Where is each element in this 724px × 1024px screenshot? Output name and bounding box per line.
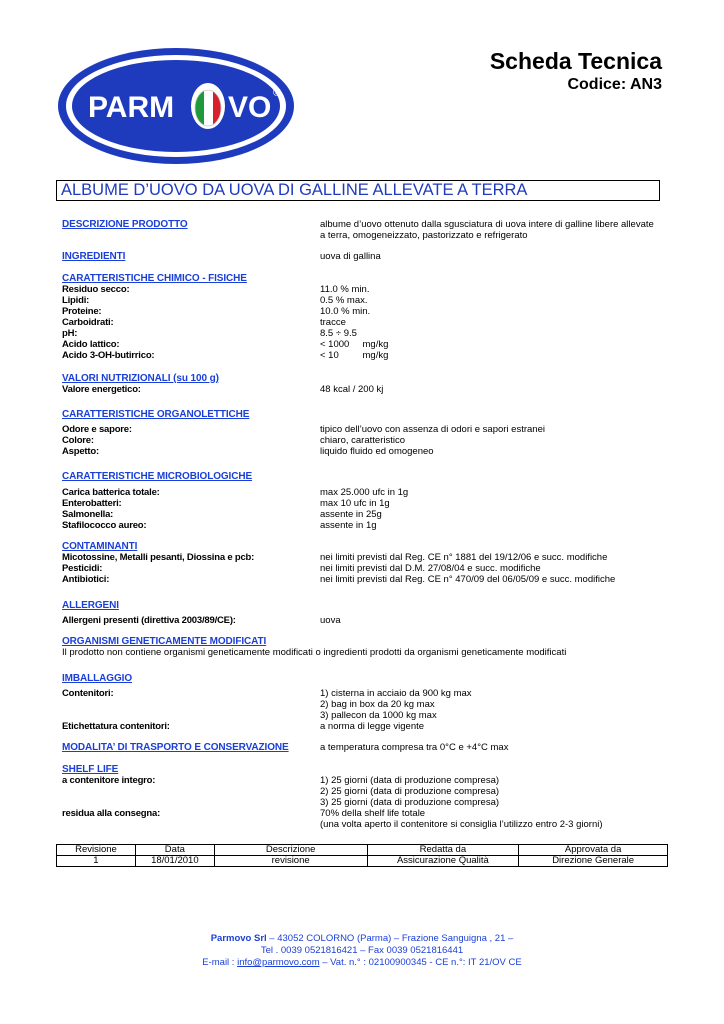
logo-text-right: VO bbox=[228, 91, 272, 124]
section-trasporto-heading: MODALITA’ DI TRASPORTO E CONSERVAZIONE bbox=[62, 742, 289, 753]
organolettiche-label: Colore: bbox=[62, 435, 94, 446]
product-title: ALBUME D’UOVO DA UOVA DI GALLINE ALLEVATE A TERRA bbox=[56, 180, 660, 201]
revision-header-row bbox=[57, 845, 668, 856]
microbiologiche-label: Salmonella: bbox=[62, 509, 114, 520]
section-organolettiche-heading: CARATTERISTICHE ORGANOLETTICHE bbox=[62, 409, 250, 420]
trasporto-value: a temperatura compresa tra 0°C e +4°C max bbox=[320, 742, 509, 753]
contaminanti-value: nei limiti previsti dal D.M. 27/08/04 e succ. modifiche bbox=[320, 563, 541, 574]
chimico-label: Carboidrati: bbox=[62, 317, 114, 328]
microbiologiche-value: assente in 1g bbox=[320, 520, 377, 531]
contenitori-item: 3) pallecon da 1000 kg max bbox=[320, 710, 437, 721]
section-allergeni-heading: ALLERGENI bbox=[62, 600, 119, 611]
shelf-integro-item: 3) 25 giorni (data di produzione compresa) bbox=[320, 797, 500, 808]
microbiologiche-label: Stafilococco aureo: bbox=[62, 520, 147, 531]
chimico-value: 10.0 % min. bbox=[320, 306, 371, 317]
contaminanti-label: Antibiotici: bbox=[62, 574, 110, 585]
microbiologiche-label: Enterobatteri: bbox=[62, 498, 122, 509]
chimico-label: pH: bbox=[62, 328, 78, 339]
chimico-value: 8.5 ÷ 9.5 bbox=[320, 328, 357, 339]
revision-cell: 1 bbox=[57, 856, 136, 867]
organolettiche-value: tipico dell’uovo con assenza di odori e sapori estranei bbox=[320, 424, 545, 435]
contaminanti-label: Pesticidi: bbox=[62, 563, 103, 574]
revision-cell: Direzione Generale bbox=[519, 856, 668, 867]
revision-header-cell: Approvata da bbox=[519, 845, 668, 856]
revision-header-cell: Data bbox=[135, 845, 214, 856]
revision-cell: Assicurazione Qualità bbox=[367, 856, 519, 867]
revision-cell: 18/01/2010 bbox=[135, 856, 214, 867]
allergeni-label: Allergeni presenti (direttiva 2003/89/CE): bbox=[62, 615, 236, 626]
revision-header-cell: Revisione bbox=[57, 845, 136, 856]
egg-flag-icon bbox=[191, 83, 225, 129]
revision-header-cell: Descrizione bbox=[214, 845, 367, 856]
footer-address-text: – 43052 COLORNO (Parma) – Frazione Sanguigna , 21 – bbox=[266, 933, 514, 944]
section-chimico-fisiche-heading: CARATTERISTICHE CHIMICO - FISICHE bbox=[62, 273, 247, 284]
section-ingredienti-heading: INGREDIENTI bbox=[62, 251, 126, 262]
chimico-value: tracce bbox=[320, 317, 346, 328]
section-shelf-life-heading: SHELF LIFE bbox=[62, 764, 119, 775]
chimico-label: Proteine: bbox=[62, 306, 102, 317]
section-microbiologiche-heading: CARATTERISTICHE MICROBIOLOGICHE bbox=[62, 471, 253, 482]
nutrizionali-label: Valore energetico: bbox=[62, 384, 141, 395]
etichettatura-label: Etichettatura contenitori: bbox=[62, 721, 170, 732]
contenitori-label: Contenitori: bbox=[62, 688, 114, 699]
shelf-consegna-line: 70% della shelf life totale bbox=[320, 808, 426, 819]
doc-title: Scheda Tecnica bbox=[489, 48, 662, 74]
chimico-label: Acido 3-OH-butirrico: bbox=[62, 350, 155, 361]
revision-table bbox=[56, 844, 668, 867]
nutrizionali-value: 48 kcal / 200 kj bbox=[320, 384, 384, 395]
microbiologiche-value: max 25.000 ufc in 1g bbox=[320, 487, 409, 498]
footer-address bbox=[0, 933, 724, 944]
microbiologiche-value: max 10 ufc in 1g bbox=[320, 498, 390, 509]
chimico-value: < 1000 mg/kg bbox=[320, 339, 389, 350]
section-nutrizionali-heading: VALORI NUTRIZIONALI (su 100 g) bbox=[62, 373, 219, 384]
revision-header-cell: Redatta da bbox=[367, 845, 519, 856]
shelf-consegna-label: residua alla consegna: bbox=[62, 808, 161, 819]
section-imballaggio-heading: IMBALLAGGIO bbox=[62, 673, 133, 684]
microbiologiche-label: Carica batterica totale: bbox=[62, 487, 160, 498]
contaminanti-label: Micotossine, Metalli pesanti, Diossina e pcb: bbox=[62, 552, 255, 563]
revision-cell: revisione bbox=[214, 856, 367, 867]
chimico-value: 11.0 % min. bbox=[320, 284, 370, 295]
descrizione-line-1: albume d’uovo ottenuto dalla sgusciatura di uova intere di galline libere allevate bbox=[320, 219, 654, 230]
footer-vat-text: – Vat. n.° : 02100900345 - CE n.°: IT 21/OV CE bbox=[319, 957, 522, 968]
doc-code: Codice: AN3 bbox=[567, 76, 662, 93]
table-row bbox=[57, 856, 668, 867]
chimico-value: < 10 mg/kg bbox=[320, 350, 389, 361]
footer-email-prefix: E-mail : bbox=[202, 957, 238, 968]
contenitori-item: 2) bag in box da 20 kg max bbox=[320, 699, 435, 710]
email-link[interactable]: info@parmovo.com bbox=[237, 957, 320, 968]
shelf-integro-item: 2) 25 giorni (data di produzione compresa) bbox=[320, 786, 500, 797]
footer-contacts bbox=[0, 957, 724, 968]
footer-company: Parmovo Srl bbox=[210, 933, 267, 944]
organolettiche-value: liquido fluido ed omogeneo bbox=[320, 446, 434, 457]
footer-phone: Tel . 0039 0521816421 – Fax 0039 0521816441 bbox=[260, 945, 464, 956]
microbiologiche-value: assente in 25g bbox=[320, 509, 382, 520]
contaminanti-value: nei limiti previsti dal Reg. CE n° 470/09 del 06/05/09 e succ. modifiche bbox=[320, 574, 616, 585]
shelf-integro-item: 1) 25 giorni (data di produzione compresa) bbox=[320, 775, 500, 786]
ogm-text: Il prodotto non contiene organismi geneticamente modificati o ingredienti prodotti da organismi geneticamente modificati bbox=[62, 647, 567, 658]
parmovo-logo bbox=[56, 46, 296, 166]
organolettiche-value: chiaro, caratteristico bbox=[320, 435, 406, 446]
contenitori-item: 1) cisterna in acciaio da 900 kg max bbox=[320, 688, 472, 699]
shelf-consegna-line: (una volta aperto il contenitore si consiglia l’utilizzo entro 2-3 giorni) bbox=[320, 819, 603, 830]
chimico-label: Acido lattico: bbox=[62, 339, 120, 350]
organolettiche-label: Odore e sapore: bbox=[62, 424, 132, 435]
section-contaminanti-heading: CONTAMINANTI bbox=[62, 541, 138, 552]
section-descrizione-heading: DESCRIZIONE PRODOTTO bbox=[62, 219, 188, 230]
shelf-integro-label: a contenitore integro: bbox=[62, 775, 156, 786]
logo-text-left: PARM bbox=[88, 91, 175, 124]
ingredienti-value: uova di gallina bbox=[320, 251, 381, 262]
organolettiche-label: Aspetto: bbox=[62, 446, 99, 457]
chimico-value: 0.5 % max. bbox=[320, 295, 368, 306]
descrizione-line-2: a terra, omogeneizzato, pastorizzato e refrigerato bbox=[320, 230, 528, 241]
chimico-label: Residuo secco: bbox=[62, 284, 130, 295]
allergeni-value: uova bbox=[320, 615, 341, 626]
registered-mark: ® bbox=[273, 87, 282, 99]
etichettatura-value: a norma di legge vigente bbox=[320, 721, 425, 732]
section-ogm-heading: ORGANISMI GENETICAMENTE MODIFICATI bbox=[62, 636, 267, 647]
contaminanti-value: nei limiti previsti dal Reg. CE n° 1881 del 19/12/06 e succ. modifiche bbox=[320, 552, 608, 563]
chimico-label: Lipidi: bbox=[62, 295, 90, 306]
